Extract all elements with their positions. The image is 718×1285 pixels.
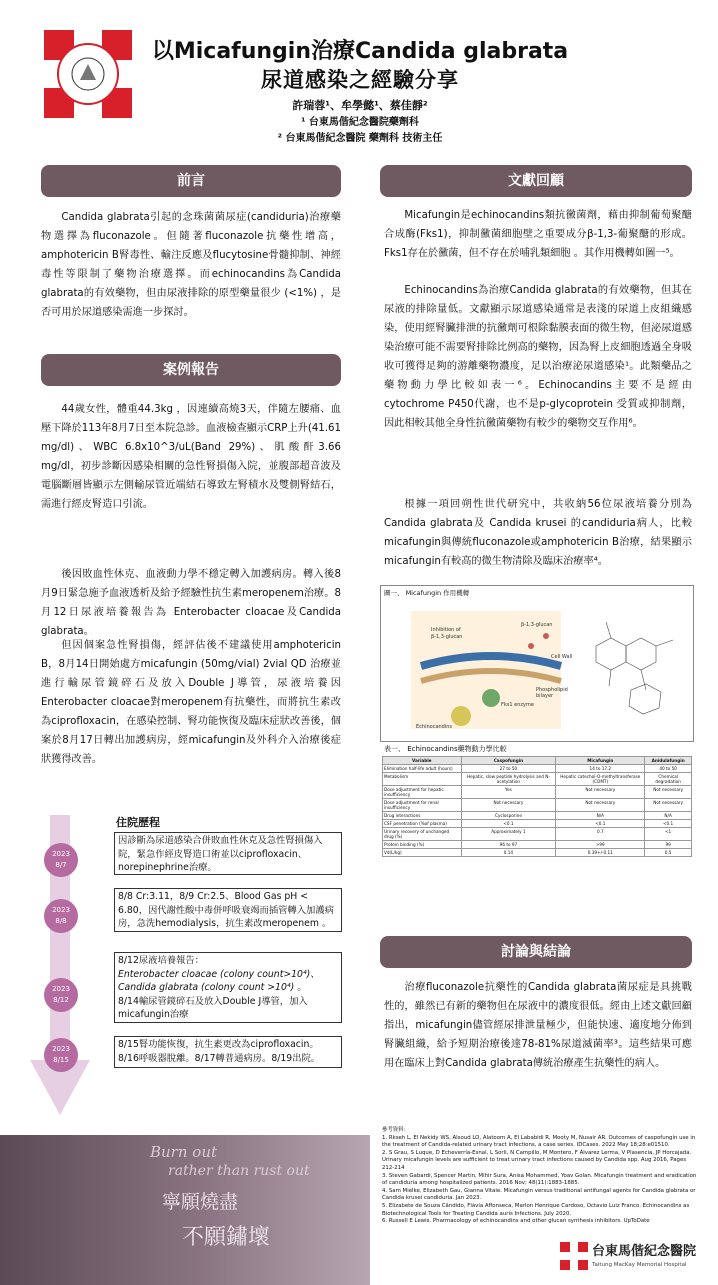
table-header-cell: Caspofungin [461, 757, 556, 765]
figure-1 [380, 585, 694, 742]
timeline-title: 住院歷程 [116, 816, 160, 829]
reference-item: 6. Russell E Lewis. Pharmacology of echinocandins and other glucan synthesis inhibitors. UpToDate [382, 1218, 650, 1225]
timeline-event-1: 因診斷為尿道感染合併敗血性休克及急性腎損傷入院，緊急作經皮腎造口術並以ciprofloxacin、norepinephrine治療。 [114, 832, 342, 875]
table-cell: Not necessary [461, 799, 556, 812]
timeline-marker-4: 2023 8/15 [44, 1038, 78, 1072]
table-1 [382, 756, 692, 857]
hospital-logo [44, 30, 132, 118]
table-cell: Drug interactions [383, 812, 462, 820]
table-cell: Hepatic, slow peptide hydrolysis and N-acetylation [461, 773, 556, 786]
table-cell: 40 to 50 [645, 765, 692, 773]
table-cell: Protein binding (%) [383, 841, 462, 849]
svg-text:Cell Wall: Cell Wall [551, 654, 573, 660]
table-cell: Not necessary [556, 786, 645, 799]
table-cell: Not necessary [556, 799, 645, 812]
reference-item: 5. Elizabete de Souza Cândido, Flávia Affonseca, Marlon Henrique Cardoso, Octavio Luiz Franco. Echinocandins as Biotechnological Tools for Treating Candida auris Infections. July 2020. [382, 1202, 690, 1217]
footer-logo-zh: 台東馬偕紀念醫院 [592, 1244, 697, 1259]
table-cell: N/A [556, 812, 645, 820]
table-row [383, 799, 692, 812]
affiliation-2: ² 台東馬偕紀念醫院 藥劑科 技術主任 [277, 133, 443, 144]
table-cell: Metabolism [383, 773, 462, 786]
table-cell: <0.1 [645, 820, 692, 828]
section-header-discussion: 討論與結論 [380, 936, 692, 968]
table-cell: 0.14 [461, 849, 556, 857]
poster-title-line1: 以Micafungin治療Candida glabrata [151, 39, 569, 64]
case-paragraph-2: 後因敗血性休克、血液動力學不穩定轉入加護病房。轉入後8月9日緊急施予血液透析及給予經驗性抗生素meropenem治療。8月12日尿液培養報告為 Enterobacter cloacae及Candida glabrata。 [41, 569, 341, 637]
table-cell: <1 [645, 828, 692, 841]
literature-paragraph-3: 根據一項回朔性世代研究中，共收納56位尿液培養分別為Candida glabrata及 Candida krusei 的candiduria病人，比較micafungin與傳統fluconazole或amphotericin B治療，結果顯示micafungin有較高的微生物清除及臨床治療率⁴。 [384, 499, 692, 567]
literature-paragraph-2: Echinocandins為治療Candida glabrata的有效藥物，但其在尿液的排除量低。文獻顯示尿道感染通常是表淺的尿道上皮組織感染，使用經腎臟排泄的抗黴劑可根除黏膜表面的微生物，但泌尿道感染治療可能不需要腎排除比例高的藥物，因為腎上皮細胞透過全身吸收可獲得足夠的游離藥物濃度，足以治療泌尿道感染¹。此類藥品之藥物動力學比較如表一⁶。Echinocandins主要不是經由cytochrome P450代謝，也不是p-glycoprotein 受質或抑制劑，因此相較其他全身性抗黴菌藥物有較少的藥物交互作用⁶。 [384, 285, 692, 429]
table-cell: N/A [645, 812, 692, 820]
poster-title-line2: 尿道感染之經驗分享 [261, 68, 459, 92]
table-cell: 14 to 17.2 [556, 765, 645, 773]
mechanism-diagram [381, 586, 693, 741]
footer-logo [560, 1240, 710, 1276]
table-cell: Approximately 1 [461, 828, 556, 841]
svg-text:Fks1 enzyme: Fks1 enzyme [501, 702, 534, 708]
table-header-cell: Variable [383, 757, 462, 765]
table-cell: Cyclosporine [461, 812, 556, 820]
intro-paragraph: Candida glabrata引起的念珠菌菌尿症(candiduria)治療藥物選擇為fluconazole。但隨著fluconazole抗藥性增高，amphotericin B腎毒性、輸注反應及flucytosine骨髓抑制、神經毒性等限制了藥物治療選擇。而echinocandins為Candida glabrata的有效藥物，但由尿液排除的原型藥量很少 (<1%) ，是否可用於尿道感染需進一步探討。 [41, 212, 341, 318]
table-row [383, 849, 692, 857]
table-row [383, 820, 692, 828]
slogan-banner [0, 1135, 370, 1285]
table-cell: 99 [645, 841, 692, 849]
table-cell: Vd(L/kg) [383, 849, 462, 857]
slogan-en-2: rather than rust out [168, 1163, 310, 1179]
table-cell: 0.39+/-0.11 [556, 849, 645, 857]
table-cell: Not necessary [645, 786, 692, 799]
timeline-event-2: 8/8 Cr:3.11，8/9 Cr:2.5、Blood Gas pH < 6.80，因代謝性酸中毒併呼吸衰竭而插管轉入加護病房，急洗hemodialysis，抗生素改meropenem 。 [114, 888, 342, 932]
svg-text:bilayer: bilayer [536, 693, 554, 699]
affiliation-1: ¹ 台東馬偕紀念醫院藥劑科 [301, 117, 419, 128]
table-cell: CSF penetration (%of plasma) [383, 820, 462, 828]
section-header-case: 案例報告 [41, 354, 341, 386]
table-row [383, 828, 692, 841]
table-row [383, 812, 692, 820]
table-cell: 0.7 [556, 828, 645, 841]
figure-1-caption: 圖一、 Micafungin 作用機轉 [384, 589, 470, 597]
table-cell: Dose adjustment for renal insufficiency [383, 799, 462, 812]
section-header-literature: 文獻回顧 [380, 165, 692, 197]
table-cell: 27 to 50 [461, 765, 556, 773]
table-header-cell: Micafungin [556, 757, 645, 765]
table-cell: <0.1 [461, 820, 556, 828]
table-cell: Elimination half-life adult (hours) [383, 765, 462, 773]
table-cell: 96 to 97 [461, 841, 556, 849]
footer-logo-en: Taitung MacKay Memorial Hospital [592, 1262, 687, 1268]
reference-item: 2. S Grau, S Luque, D Echeverría-Esnal, L Sorli, N Campillo, M Montero, F Álvarez Lerma, V Plasencia, JP Horcajada. Urinary micafungin levels are sufficient to treat urinary tract infections caused by Candida spp. Aug 2016, Pages 212-214 [382, 1149, 692, 1171]
table-cell: >99 [556, 841, 645, 849]
section-header-intro: 前言 [41, 165, 341, 197]
reference-item: 1. Rkseh L, El Nekidy WS, Alsoud LO, Alatoom A, El Lababidi R, Mooty M, Nusair AR. Outcomes of caspofungin use in the treatment of Candida-related urinary tract infections, a case series. IDCases. 2022 May 18;28:e01510. [382, 1134, 696, 1149]
references [382, 1127, 700, 1226]
table-cell: Yes [461, 786, 556, 799]
reference-item: 3. Steven Gabardi, Spencer Martin, Mihir Sura, Anisa Mohammed, Yoav Golan. Micafungin treatment and eradication of candiduria among hospitalized patients. 2016 Nov; 48(11):1883-1885. [382, 1172, 697, 1187]
slogan-en-1: Burn out [150, 1143, 218, 1161]
table-row [383, 786, 692, 799]
table-cell: Chemical degradation [645, 773, 692, 786]
authors: 許瑞蓉¹、牟學懿¹、蔡佳靜² [292, 99, 428, 112]
literature-paragraph-1: Micafungin是echinocandins類抗黴菌劑，藉由抑制葡萄聚醣合成酶(Fks1)，抑制黴菌細胞壁之重要成分β-1,3-葡聚醣的形成。Fks1存在於黴菌，但不存在於哺乳類細胞 。其作用機轉如圖一⁵。 [384, 210, 692, 259]
table-1-caption: 表一、 Echinocandins藥物動力學比較 [384, 745, 507, 753]
table-cell: <0.1 [556, 820, 645, 828]
table-cell: Dose adjustment for hepatic insufficiency [383, 786, 462, 799]
svg-text:β-1,3-glucan: β-1,3-glucan [431, 634, 463, 640]
svg-text:Phospholipid: Phospholipid [536, 687, 568, 693]
table-cell: Not necessary [645, 799, 692, 812]
svg-text:β-1,3-glucan: β-1,3-glucan [521, 622, 553, 628]
timeline-marker-2: 2023 8/8 [44, 899, 78, 933]
table-row [383, 765, 692, 773]
slogan-zh-1: 寧願燒盡 [162, 1191, 239, 1213]
references-title: 參考資料： [382, 1127, 409, 1133]
table-row [383, 773, 692, 786]
cross-logo-icon [560, 1242, 588, 1270]
table-row [383, 841, 692, 849]
table-cell: 0.5 [645, 849, 692, 857]
svg-text:Inhibition of: Inhibition of [431, 627, 461, 633]
case-paragraph-3: 但因個案急性腎損傷，經評估後不建議使用amphotericin B，8月14日開始處方micafungin (50mg/vial) 2vial QD 治療並進行輸尿管鏡碎石及放入Double J導管，尿液培養因Enterobacter cloacae對meropenem有抗藥性，而將抗生素改為ciprofloxacin，在感染控制、腎功能恢復及臨床症狀改善後，個案於8月17日轉出加護病房，經micafungin及外科介入治療後症狀獲得改善。 [41, 640, 341, 765]
case-paragraph-1: 44歲女性，體重44.3kg ，因連續高燒3天，伴隨左腰痛、血壓下降於113年8月7日至本院急診。血液檢查顯示CRP上升(41.61 mg/dl)、WBC 6.8x10^3/uL(Band 29%)、肌酸酐3.66 mg/dl，初步診斷因感染相關的急性腎損傷入院，並腹部超音波及電腦斷層皆顯示左側輸尿管近端結石導致左腎積水及雙側腎結石，需進行經皮腎造口引流。 [41, 404, 341, 510]
timeline-marker-3: 2023 8/12 [44, 978, 78, 1012]
discussion-paragraph: 治療fluconazole抗藥性的Candida glabrata菌尿症是具挑戰性的，雖然已有新的藥物但在尿液中的濃度很低。經由上述文獻回顧指出，micafungin儘管經尿排泄量極少，但能快速、適度地分佈到腎臟組織，給予短期治療後達78-81%尿道滅菌率³。這些結果可應用在臨床上對Candida glabrata傳統治療產生抗藥性的病人。 [384, 982, 692, 1069]
table-cell: Urinary recovery of unchanged drug (%) [383, 828, 462, 841]
slogan-zh-2: 不願鏽壞 [182, 1225, 271, 1250]
timeline-event-4: 8/15腎功能恢復，抗生素更改為ciprofloxacin。8/16呼吸器脫離。8/17轉普通病房。8/19出院。 [114, 1036, 342, 1068]
table-cell: Hepatic catechol-O-methyltransferase (COMT) [556, 773, 645, 786]
timeline-marker-1: 2023 8/7 [44, 843, 78, 877]
svg-text:Echinocandins: Echinocandins [416, 724, 453, 730]
table-header-cell: Anidulafungin [645, 757, 692, 765]
timeline-event-3: 8/12尿液培養報告： Enterobacter cloacae (colony count>10⁴)、 Candida glabrata (colony count >10⁴) 。 8/14輸尿管鏡碎石及放入Double J導管，加入micafungin治療 [114, 952, 342, 1023]
reference-item: 4. Sam Mielke, Elizabeth Gau, Gianna Vitale. Micafungin versus traditional antifungal agents for Candida glabrata or Candida krusei candiduria. Jan 2023. [382, 1187, 696, 1202]
table-header-row [383, 757, 692, 765]
